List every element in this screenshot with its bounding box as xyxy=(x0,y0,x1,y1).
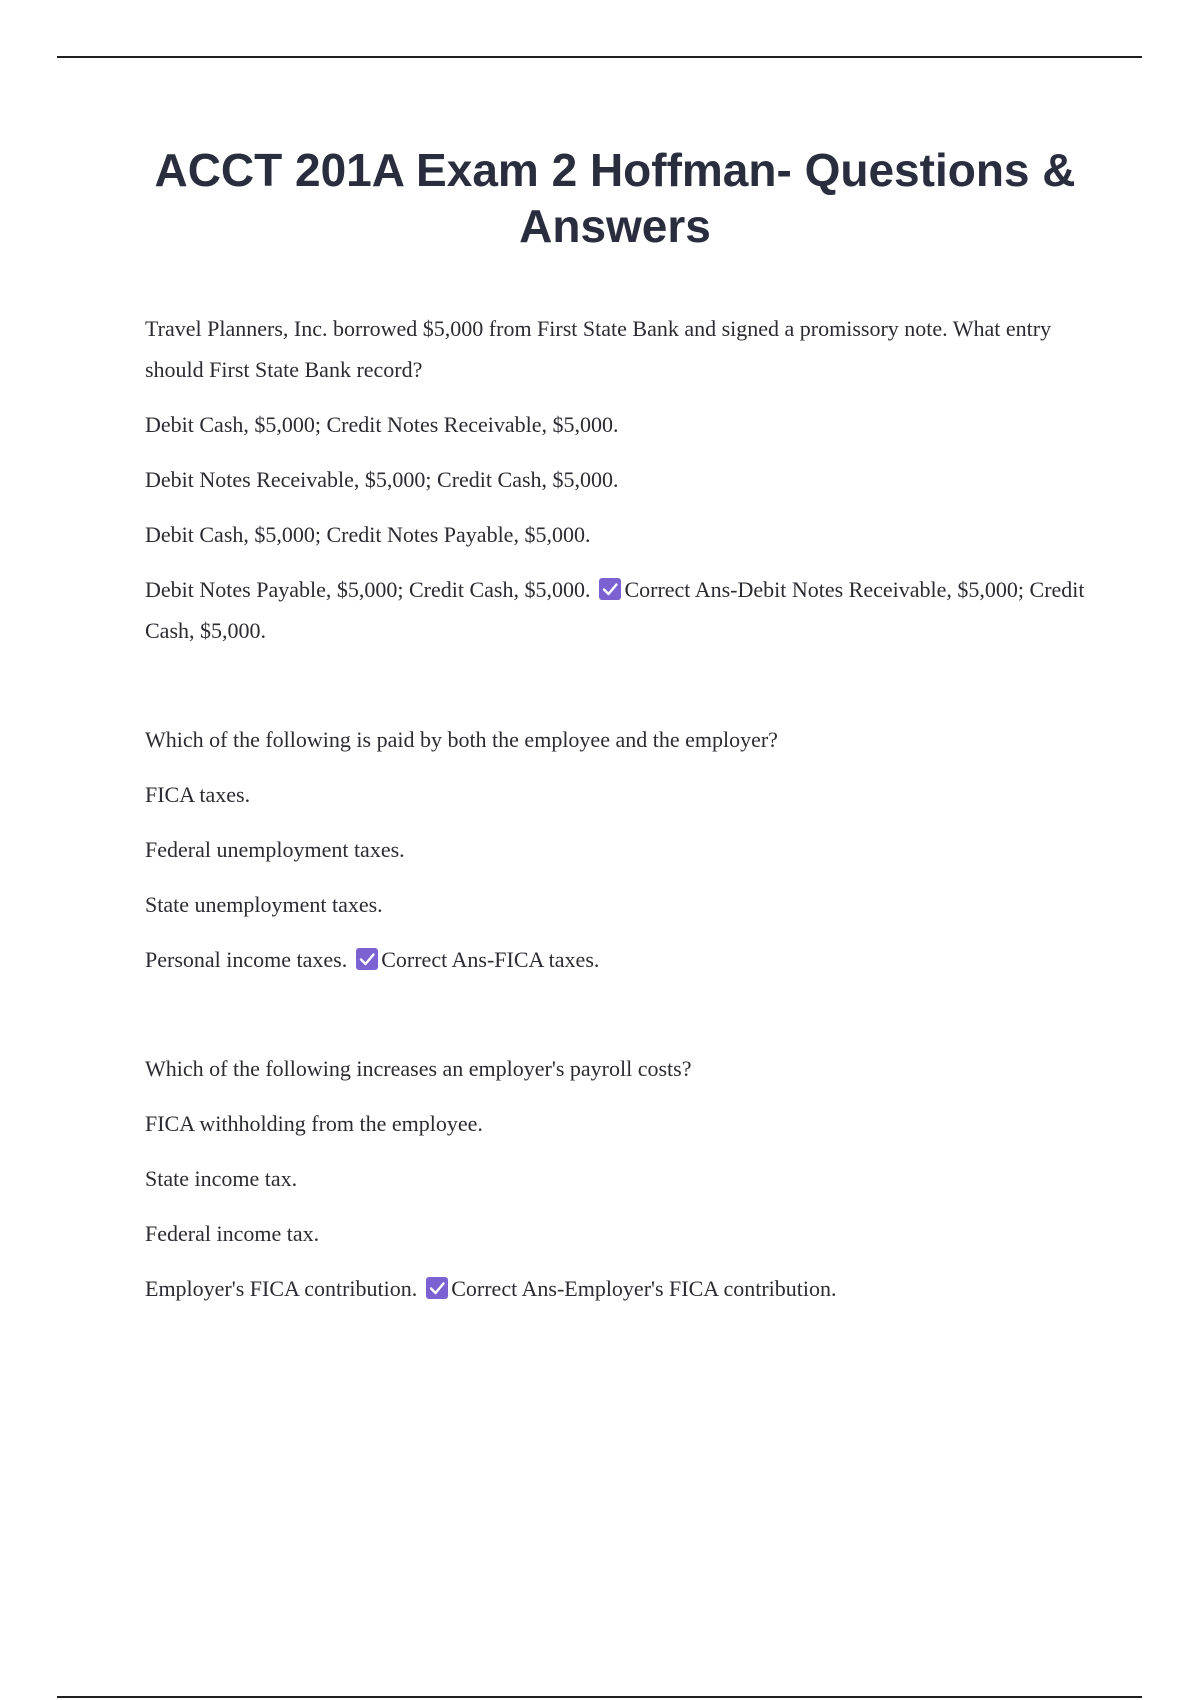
qa-block-3 xyxy=(145,1048,1100,1309)
question-text: Travel Planners, Inc. borrowed $5,000 from First State Bank and signed a promissory note. What entry should First State Bank record? xyxy=(145,316,1052,382)
answer-line xyxy=(145,939,1100,980)
answer-line xyxy=(145,569,1100,651)
question-text: Which of the following increases an employer's payroll costs? xyxy=(145,1056,692,1081)
option-text: FICA withholding from the employee. xyxy=(145,1111,483,1136)
correct-answer-text: Correct Ans-Employer's FICA contribution. xyxy=(451,1276,837,1301)
option-text: Federal unemployment taxes. xyxy=(145,837,405,862)
question-text: Which of the following is paid by both the employee and the employer? xyxy=(145,727,778,752)
correct-answer-text: Correct Ans-Debit Notes Receivable, $5,000; Credit Cash, $5,000. xyxy=(145,577,1085,643)
option-text: Federal income tax. xyxy=(145,1221,320,1246)
qa-block-2 xyxy=(145,719,1100,980)
option-text: Personal income taxes. xyxy=(145,947,348,972)
check-icon xyxy=(599,578,621,600)
option-text: Debit Notes Payable, $5,000; Credit Cash, $5,000. xyxy=(145,577,591,602)
option-text: State income tax. xyxy=(145,1166,298,1191)
option-text: Debit Cash, $5,000; Credit Notes Receivable, $5,000. xyxy=(145,412,619,437)
qa-content xyxy=(145,308,1100,1377)
option-text: Employer's FICA contribution. xyxy=(145,1276,418,1301)
option-text: Debit Cash, $5,000; Credit Notes Payable, $5,000. xyxy=(145,522,591,547)
page-title: ACCT 201A Exam 2 Hoffman- Questions & Answers xyxy=(154,144,1076,252)
check-icon xyxy=(356,948,378,970)
option-text: State unemployment taxes. xyxy=(145,892,383,917)
option-text: Debit Notes Receivable, $5,000; Credit Cash, $5,000. xyxy=(145,467,619,492)
option-text: FICA taxes. xyxy=(145,782,251,807)
answer-line xyxy=(145,1268,1100,1309)
top-rule xyxy=(57,56,1142,58)
qa-block-1 xyxy=(145,308,1100,651)
bottom-rule xyxy=(57,1696,1142,1698)
check-icon xyxy=(426,1277,448,1299)
correct-answer-text: Correct Ans-FICA taxes. xyxy=(381,947,600,972)
